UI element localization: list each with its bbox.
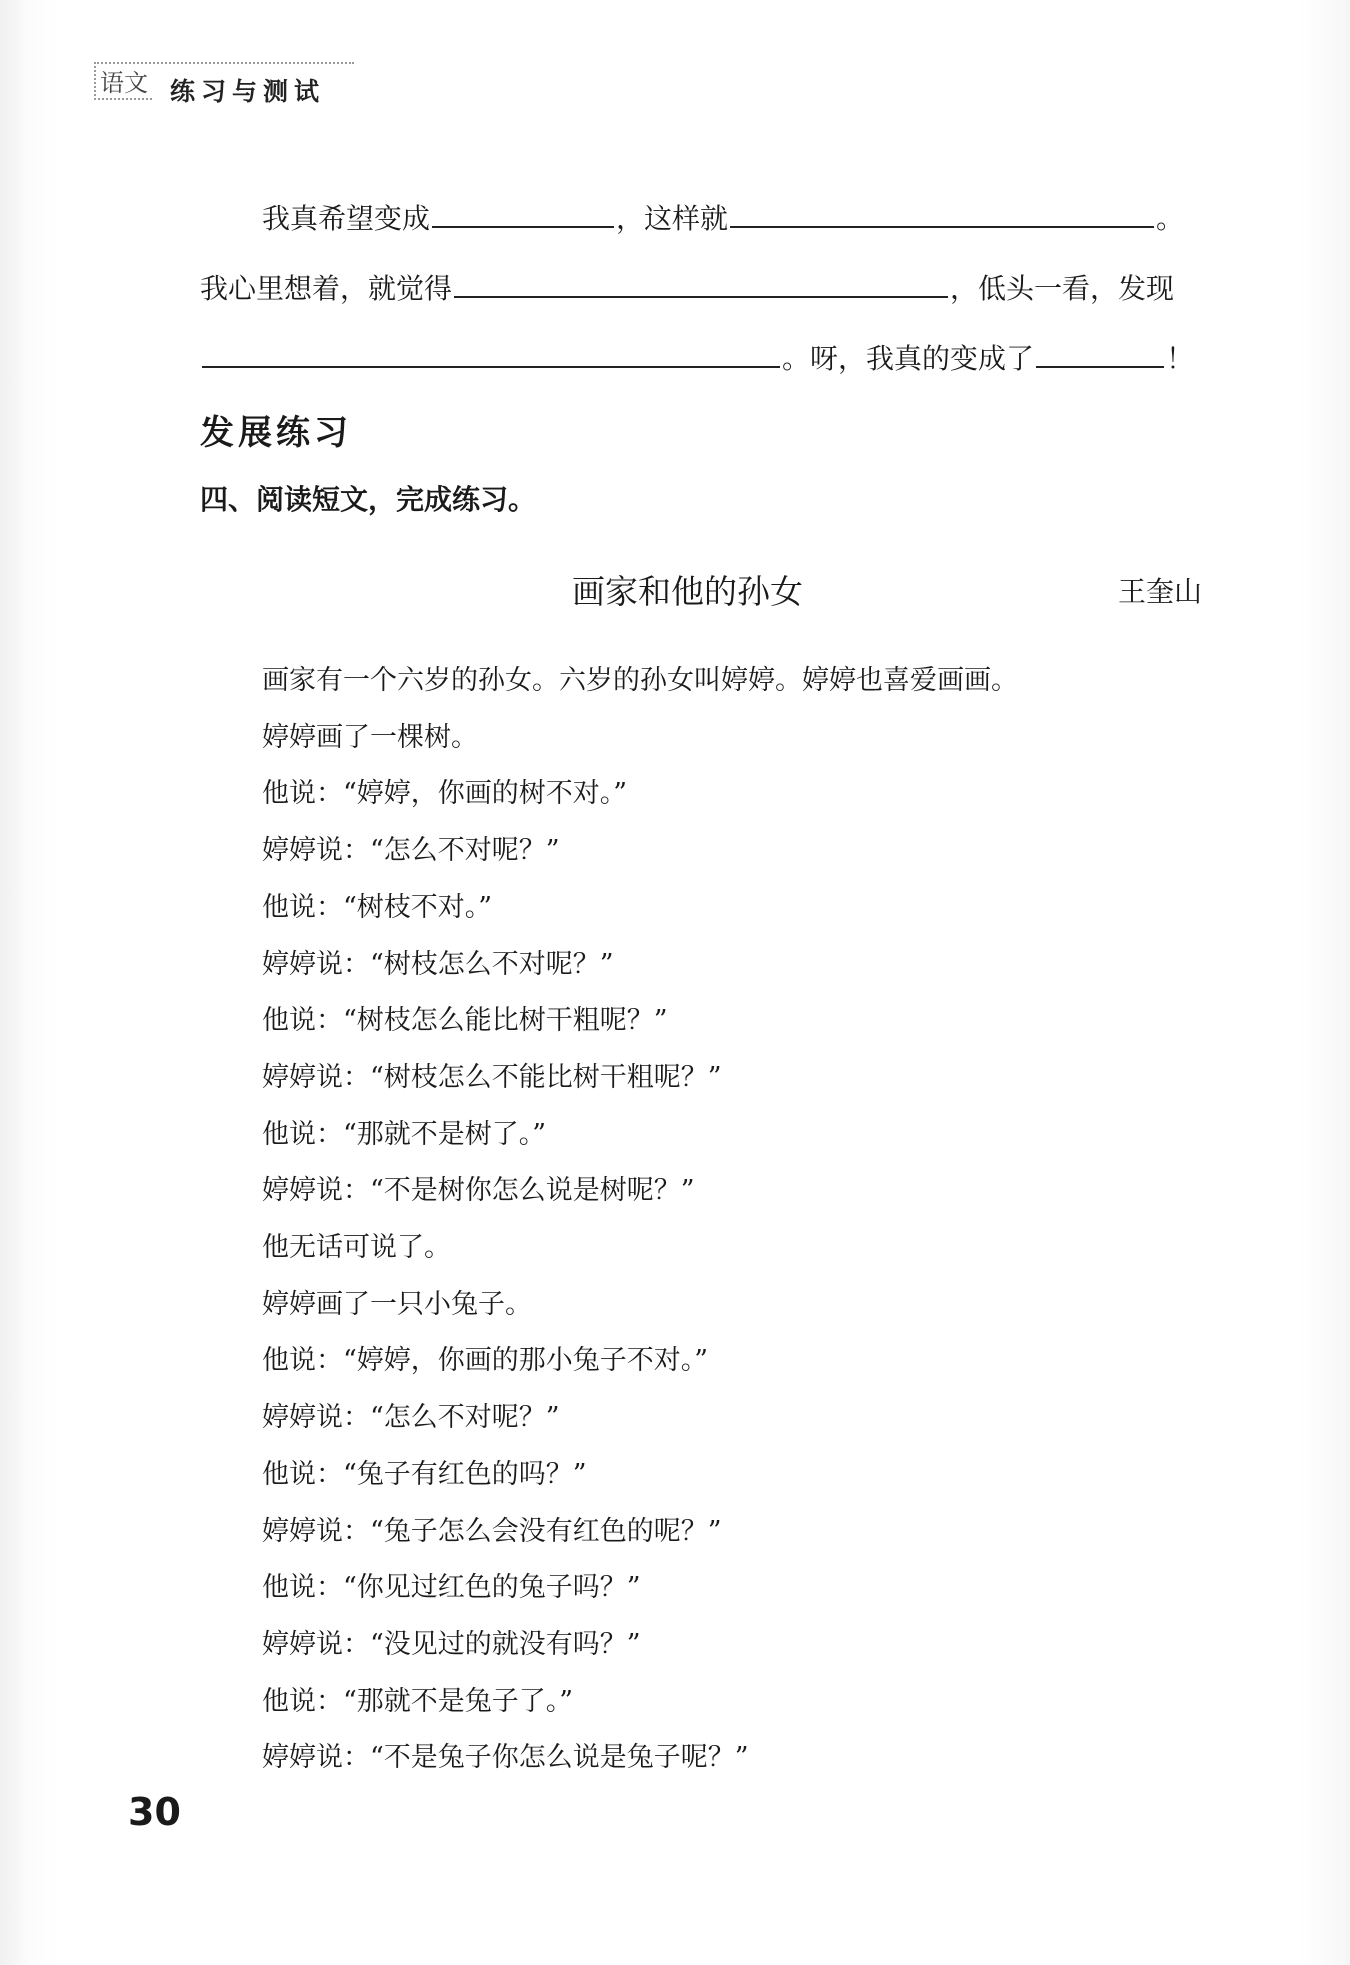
answer-blank[interactable] (202, 336, 780, 368)
fill-in-text: ，低头一看，发现 (950, 272, 1175, 305)
story-paragraph: 婷婷说：“没见过的就没有吗？” (262, 1629, 641, 1660)
header-dotted-rule (94, 62, 354, 64)
subject-label: 语文 (94, 66, 152, 100)
fill-in-text: 我心里想着，就觉得 (200, 272, 453, 305)
story-paragraph: 他无话可说了。 (262, 1232, 451, 1263)
story-paragraph: 婷婷画了一只小兔子。 (262, 1289, 532, 1320)
answer-blank[interactable] (730, 196, 1154, 228)
story-paragraph: 他说：“树枝怎么能比树干粗呢？” (262, 1005, 668, 1036)
story-paragraph: 婷婷说：“树枝怎么不能比树干粗呢？” (262, 1062, 722, 1093)
story-paragraph: 他说：“那就不是兔子了。” (262, 1686, 574, 1717)
book-title: 练习与测试 (170, 77, 326, 106)
story-paragraph: 婷婷说：“怎么不对呢？” (262, 835, 560, 866)
story-paragraph: 婷婷说：“怎么不对呢？” (262, 1402, 560, 1433)
fill-in-text: 。 (1156, 202, 1185, 235)
story-author: 王奎山 (1117, 575, 1202, 608)
story-paragraph: 画家有一个六岁的孙女。六岁的孙女叫婷婷。婷婷也喜爱画画。 (262, 665, 1018, 696)
fill-in-text: 。呀，我真的变成了 (782, 342, 1035, 375)
fill-in-line-3 (200, 336, 1194, 379)
question-heading: 四、阅读短文，完成练习。 (200, 483, 537, 516)
story-paragraph: 他说：“那就不是树了。” (262, 1119, 547, 1150)
story-paragraph: 婷婷说：“兔子怎么会没有红色的呢？” (262, 1516, 722, 1547)
answer-blank[interactable] (1036, 336, 1164, 368)
fill-in-text: 我真希望变成 (262, 202, 431, 235)
fill-in-line-1 (262, 196, 1184, 239)
page-header (94, 62, 354, 106)
fill-in-text: ，这样就 (616, 202, 729, 235)
story-paragraph: 他说：“婷婷，你画的那小兔子不对。” (262, 1345, 709, 1376)
story-paragraph: 他说：“婷婷，你画的树不对。” (262, 778, 628, 809)
section-title: 发展练习 (200, 413, 352, 453)
page-number: 30 (128, 1790, 181, 1834)
story-paragraph: 他说：“树枝不对。” (262, 892, 493, 923)
story-paragraph: 婷婷说：“不是树你怎么说是树呢？” (262, 1175, 695, 1206)
story-paragraph: 婷婷说：“不是兔子你怎么说是兔子呢？” (262, 1742, 749, 1773)
fill-in-line-2 (200, 266, 1174, 309)
answer-blank[interactable] (432, 196, 614, 228)
story-paragraph: 他说：“兔子有红色的吗？” (262, 1459, 587, 1490)
story-paragraph: 婷婷画了一棵树。 (262, 722, 478, 753)
story-title: 画家和他的孙女 (572, 572, 803, 611)
answer-blank[interactable] (454, 266, 948, 298)
story-paragraph: 婷婷说：“树枝怎么不对呢？” (262, 949, 614, 980)
fill-in-text: ！ (1166, 342, 1195, 375)
story-paragraph: 他说：“你见过红色的兔子吗？” (262, 1572, 641, 1603)
